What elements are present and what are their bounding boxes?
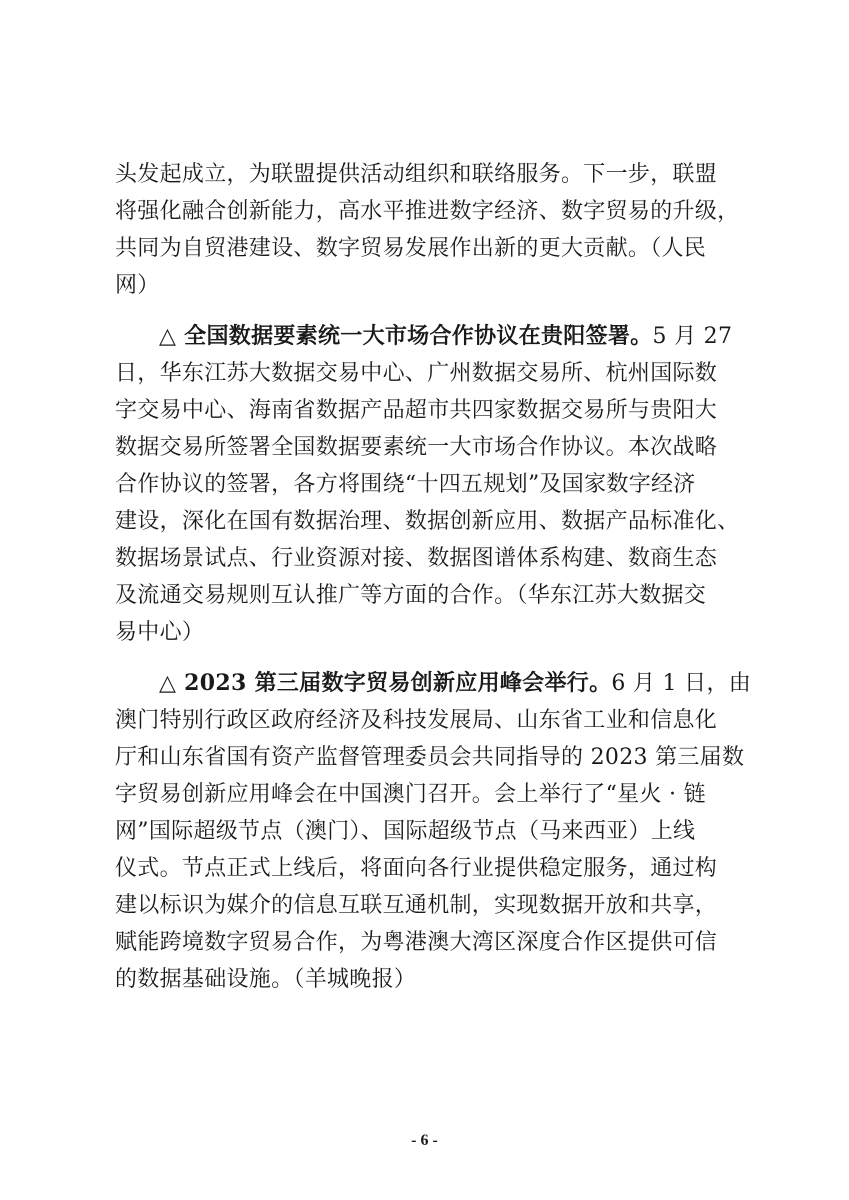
text-line: 字贸易创新应用峰会在中国澳门召开。会上举行了“星火 · 链: [115, 782, 706, 807]
text-line: 共同为自贸港建设、数字贸易发展作出新的更大贡献。（人民: [115, 236, 707, 261]
text-line: 数据交易所签署全国数据要素统一大市场合作协议。本次战略: [115, 435, 718, 460]
text-line: [115, 318, 775, 355]
news-headline: △ 2023 第三届数字贸易创新应用峰会举行。: [159, 670, 612, 696]
text-line: [115, 665, 775, 702]
article-body: [115, 156, 775, 998]
news-date: 5 月 27: [652, 324, 733, 349]
text-line: 建设，深化在国有数据治理、数据创新应用、数据产品标准化、: [115, 509, 740, 534]
text-line: 易中心）: [115, 620, 205, 645]
paragraph-continuation: [115, 156, 775, 304]
text-line: 网”国际超级节点（澳门）、国际超级节点（马来西亚）上线: [115, 819, 696, 844]
text-line: 建以标识为媒介的信息互联互通机制，实现数据开放和共享，: [115, 893, 718, 918]
news-headline: △ 全国数据要素统一大市场合作协议在贵阳签署。: [159, 323, 653, 349]
text-line: 厅和山东省国有资产监督管理委员会共同指导的 2023 第三届数: [115, 745, 745, 770]
text-line: 字交易中心、海南省数据产品超市共四家数据交易所与贵阳大: [115, 398, 718, 423]
text-line: 网）: [115, 273, 160, 298]
text-line: 将强化融合创新能力，高水平推进数字经济、数字贸易的升级，: [115, 199, 740, 224]
text-line: 合作协议的签署，各方将围绕“十四五规划”及国家数字经济: [115, 472, 696, 497]
text-line: 头发起成立，为联盟提供活动组织和联络服务。下一步，联盟: [115, 162, 718, 187]
text-line: 的数据基础设施。（羊城晚报）: [115, 967, 417, 992]
text-line: 澳门特别行政区政府经济及科技发展局、山东省工业和信息化: [115, 708, 718, 733]
page-number: - 6 -: [411, 1132, 438, 1149]
news-date: 6 月 1 日，由: [611, 671, 752, 696]
text-line: 及流通交易规则互认推广等方面的合作。（华东江苏大数据交: [115, 583, 707, 608]
text-line: 仪式。节点正式上线后，将面向各行业提供稳定服务，通过构: [115, 856, 718, 881]
text-line: 数据场景试点、行业资源对接、数据图谱体系构建、数商生态: [115, 546, 718, 571]
text-line: 赋能跨境数字贸易合作，为粤港澳大湾区深度合作区提供可信: [115, 930, 718, 955]
news-item-data-market-agreement: [115, 318, 775, 651]
text-line: 日，华东江苏大数据交易中心、广州数据交易所、杭州国际数: [115, 361, 718, 386]
news-item-digital-trade-summit: [115, 665, 775, 998]
